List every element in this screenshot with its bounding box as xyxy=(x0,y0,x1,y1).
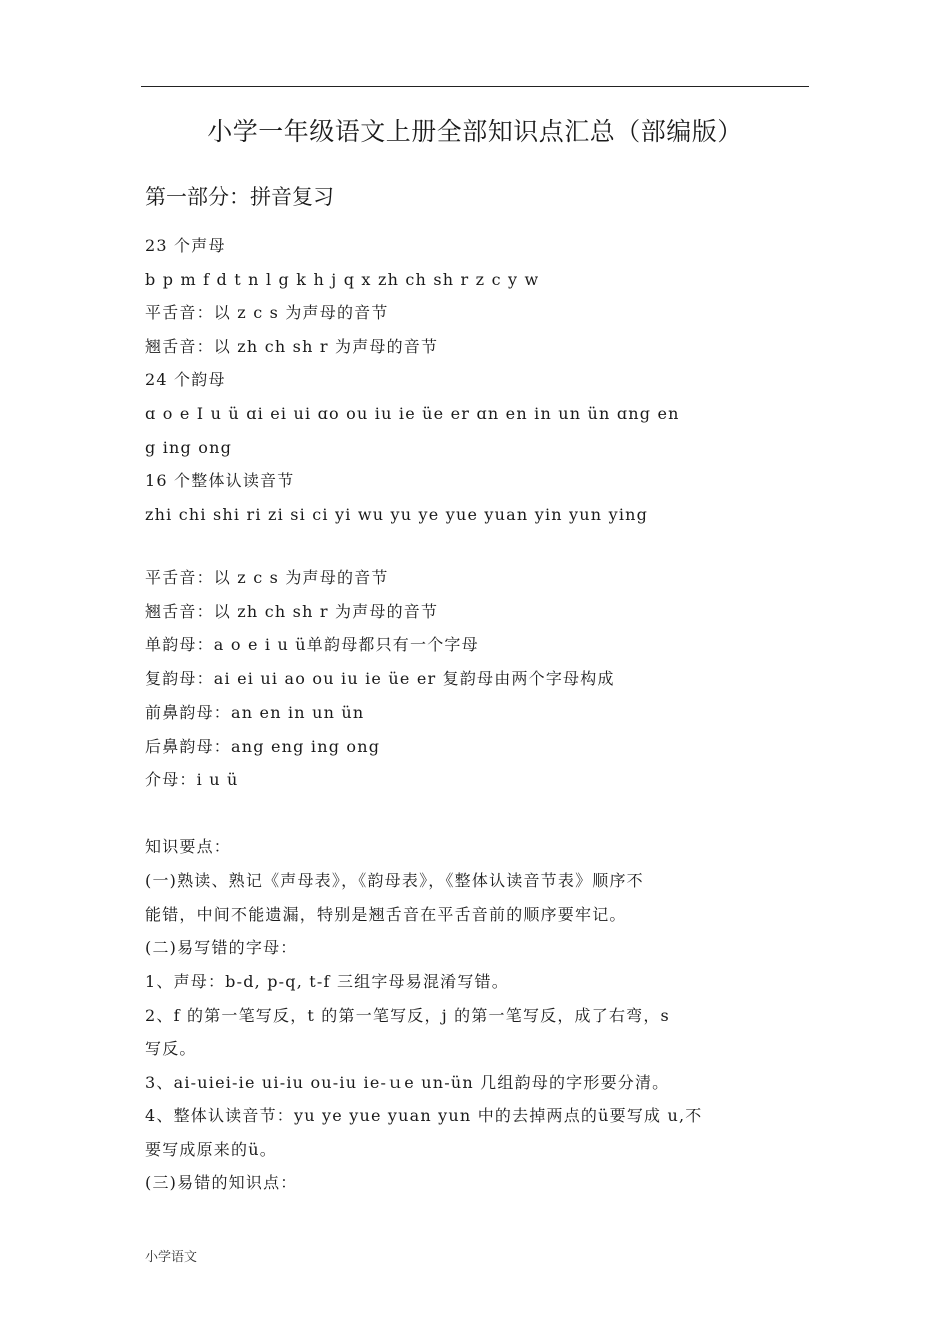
text-line: 写反。 xyxy=(145,1039,197,1058)
text-line: 复韵母：ai ei ui ao ou iu ie üe er 复韵母由两个字母构成 xyxy=(145,669,615,688)
top-rule xyxy=(141,86,809,87)
text-line: 要写成原来的ü。 xyxy=(145,1140,277,1159)
text-line: g ing ong xyxy=(145,438,233,457)
text-line: 1、声母：b-d, p-q, t-f 三组字母易混淆写错。 xyxy=(145,972,509,991)
text-line: 平舌音：以 z c s 为声母的音节 xyxy=(145,568,389,587)
section-heading: 第一部分：拼音复习 xyxy=(145,185,334,209)
text-line: 3、ai-uiei-ie ui-iu ou-iu ie-ｕe un-ün 几组韵母的字形要分清。 xyxy=(145,1073,670,1092)
text-line: 16 个整体认读音节 xyxy=(145,471,295,490)
text-line: 2、f 的第一笔写反，t 的第一笔写反，j 的第一笔写反，成了右弯，s xyxy=(145,1006,670,1025)
document-title: 小学一年级语文上册全部知识点汇总（部编版） xyxy=(207,117,743,146)
text-line: 能错，中间不能遗漏，特别是翘舌音在平舌音前的顺序要牢记。 xyxy=(145,905,627,924)
text-line: 4、整体认读音节：yu ye yue yuan yun 中的去掉两点的ü要写成 u,不 xyxy=(145,1106,703,1125)
text-line: 翘舌音：以 zh ch sh r 为声母的音节 xyxy=(145,602,439,621)
text-line: 翘舌音：以 zh ch sh r 为声母的音节 xyxy=(145,337,439,356)
text-line: 前鼻韵母：an en in un ün xyxy=(145,703,365,722)
text-line: 单韵母：a o e i u ü单韵母都只有一个字母 xyxy=(145,635,479,654)
text-line: 23 个声母 xyxy=(145,236,226,255)
text-line: b p m f d t n l g k h j q x zh ch sh r z c y w xyxy=(145,270,540,289)
text-line: (二)易写错的字母： xyxy=(145,938,298,957)
text-line: ɑ o e I u ü ɑi ei ui ɑo ou iu ie üe er ɑn en in un ün ɑng en xyxy=(145,404,680,423)
text-line: (一)熟读、熟记《声母表》，《韵母表》，《整体认读音节表》顺序不 xyxy=(145,871,644,890)
text-line: 知识要点： xyxy=(145,837,232,856)
text-line: 24 个韵母 xyxy=(145,370,226,389)
text-line: 介母：i u ü xyxy=(145,770,239,789)
text-line: zhi chi shi ri zi si ci yi wu yu ye yue yuan yin yun ying xyxy=(145,505,649,524)
text-line: (三)易错的知识点： xyxy=(145,1173,298,1192)
text-line: 后鼻韵母：ang eng ing ong xyxy=(145,737,381,756)
text-line: 平舌音：以 z c s 为声母的音节 xyxy=(145,303,389,322)
footer-label: 小学语文 xyxy=(145,1250,198,1265)
